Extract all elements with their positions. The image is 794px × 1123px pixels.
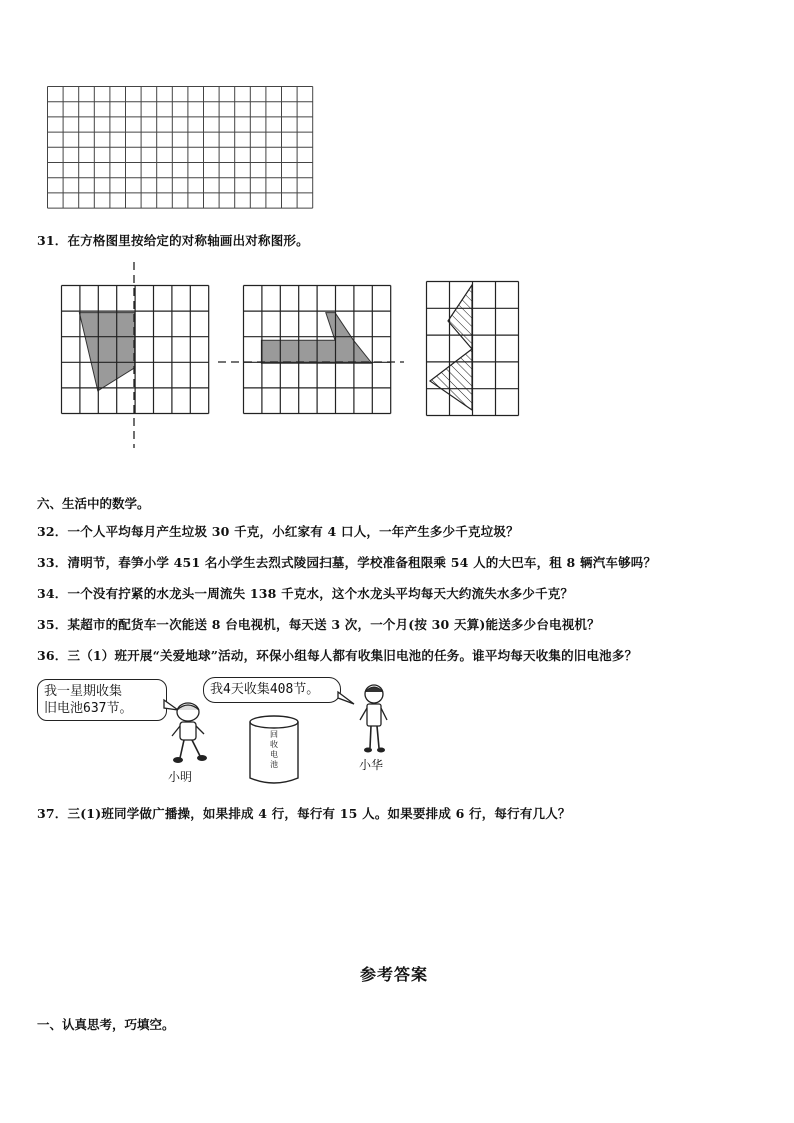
given-shape-1 [79,313,134,391]
question-31: 31．在方格图里按给定的对称轴画出对称图形。 [37,233,309,248]
xiaohua-bubble-text: 我4天收集408节。 [210,682,320,697]
xiaohua-bubble-tail [338,692,358,708]
hatched-triangle-upper [448,285,472,349]
question-34: 34．一个没有拧紧的水龙头一周流失 138 千克水，这个水龙头平均每天大约流失水多少千克？ [37,586,574,601]
xiaoming-figure [166,700,210,768]
xiaoming-speech-bubble [37,679,167,721]
symmetry-axis-horizontal [218,356,404,368]
bin-label-char: 收 [270,740,278,749]
symmetry-axis-vertical [128,262,140,448]
xiaohua-name: 小华 [359,758,384,772]
question-35: 35．某超市的配货车一次能送 8 台电视机，每天送 3 次，一个月(按 30 天算)能送多少台电视机？ [37,617,600,632]
question-36: 36．三（1）班开展“关爱地球”活动，环保小组每人都有收集旧电池的任务。谁平均每天收集的旧电池多？ [37,648,638,663]
question-33: 33．清明节，春笋小学 451 名小学生去烈式陵园扫墓，学校准备租限乘 54 人的大巴车，租 8 辆汽车够吗？ [37,555,657,570]
xiaoming-name: 小明 [168,770,193,784]
answers-title: 参考答案 [360,965,429,984]
bin-label-char: 电 [270,750,278,759]
xiaoming-bubble-line1: 我一星期收集 [44,684,123,699]
xiaoming-bubble-line2: 旧电池637节。 [44,701,133,716]
xiaohua-speech-bubble [203,677,341,703]
blank-grid [47,86,315,210]
answers-section-1: 一、认真思考，巧填空。 [37,1017,175,1032]
bin-label-char: 池 [270,760,278,769]
bin-label-char: 回 [270,730,278,739]
question-32: 32．一个人平均每月产生垃圾 30 千克，小红家有 4 口人，一年产生多少千克垃圾？ [37,524,519,539]
section-6-heading: 六、生活中的数学。 [37,496,150,511]
xiaohua-figure [356,684,392,754]
symmetry-grid-2 [243,285,393,415]
bin-label [268,730,280,770]
question-37: 37．三(1)班同学做广播操，如果排成 4 行，每行有 15 人。如果要排成 6 行，每行有几人？ [37,806,571,821]
symmetry-grid-3 [426,281,520,417]
hatched-triangle-lower [430,349,472,410]
